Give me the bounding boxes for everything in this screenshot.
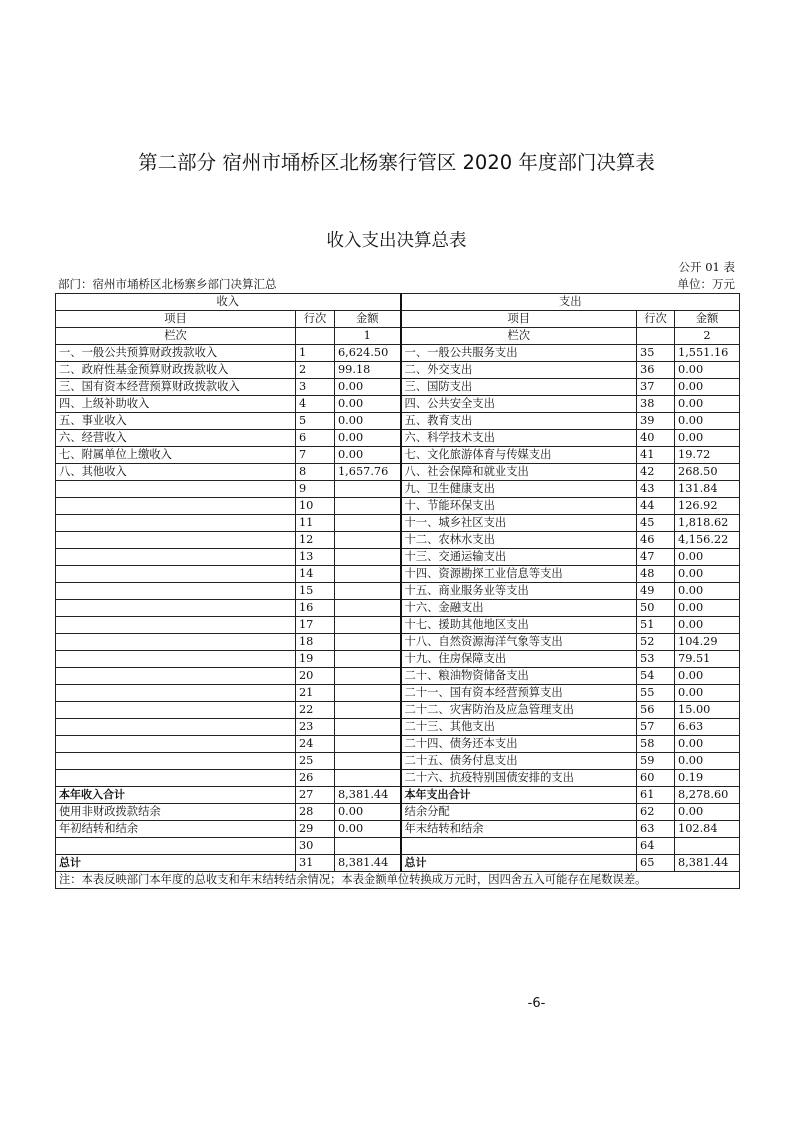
expense-line-cell: 37 [637,379,675,396]
table-row [56,362,740,379]
expense-line-cell: 50 [637,600,675,617]
expense-line-cell: 43 [637,481,675,498]
income-item-cell: 年初结转和结余 [56,821,296,838]
expense-amount-cell: 104.29 [675,634,740,651]
income-header: 收入 [56,294,401,311]
expense-line-cell: 52 [637,634,675,651]
table-row [56,498,740,515]
table-row [56,855,740,872]
expense-item-cell: 十六、金融支出 [401,600,637,617]
expense-amount-cell: 0.00 [675,413,740,430]
expense-item-cell: 二十三、其他支出 [401,719,637,736]
expense-header: 支出 [401,294,740,311]
income-item-cell [56,583,296,600]
expense-amount-cell: 0.00 [675,396,740,413]
table-row [56,379,740,396]
expense-item-cell: 二十五、债务付息支出 [401,753,637,770]
expense-line-cell: 42 [637,464,675,481]
table-row [56,583,740,600]
income-item-cell [56,753,296,770]
expense-amount-cell: 15.00 [675,702,740,719]
column-header-row [56,311,740,328]
income-line-cell: 31 [296,855,335,872]
expense-item-cell: 总计 [401,855,637,872]
expense-amount-cell: 126.92 [675,498,740,515]
expense-amount-cell: 0.00 [675,430,740,447]
income-line-cell: 28 [296,804,335,821]
expense-index-label: 栏次 [401,328,637,345]
income-line-cell: 22 [296,702,335,719]
expense-amount-cell: 1,551.16 [675,345,740,362]
income-amount-cell [335,702,401,719]
expense-item-cell: 年末结转和结余 [401,821,637,838]
income-line-cell: 8 [296,464,335,481]
table-row [56,634,740,651]
table-title: 收入支出决算总表 [326,231,467,251]
expense-item-cell: 结余分配 [401,804,637,821]
income-item-cell [56,549,296,566]
expense-item-cell: 二十四、债务还本支出 [401,736,637,753]
income-item-cell [56,838,296,855]
table-row [56,515,740,532]
note-row [56,872,740,889]
income-item-cell [56,651,296,668]
income-item-cell: 六、经营收入 [56,430,296,447]
income-amount-cell [335,600,401,617]
table-row [56,702,740,719]
expense-item-cell: 十二、农林水支出 [401,532,637,549]
expense-line-cell: 56 [637,702,675,719]
expense-line-cell: 35 [637,345,675,362]
income-item-cell: 八、其他收入 [56,464,296,481]
table-row [56,719,740,736]
income-item-cell [56,481,296,498]
expense-item-cell: 四、公共安全支出 [401,396,637,413]
table-row [56,787,740,804]
income-item-cell: 本年收入合计 [56,787,296,804]
expense-amount-cell: 0.00 [675,736,740,753]
table-row [56,617,740,634]
income-line-cell: 17 [296,617,335,634]
income-item-cell [56,532,296,549]
expense-amount-cell: 0.00 [675,600,740,617]
income-line-header: 行次 [296,311,335,328]
expense-amount-cell: 0.00 [675,379,740,396]
expense-index-number: 2 [675,328,740,345]
expense-amount-cell: 0.00 [675,668,740,685]
expense-amount-cell: 0.00 [675,566,740,583]
table-row [56,430,740,447]
expense-line-cell: 54 [637,668,675,685]
expense-amount-cell: 1,818.62 [675,515,740,532]
page-title: 第二部分 宿州市埇桥区北杨寨行管区 2020 年度部门决算表 [138,151,655,174]
expense-line-cell: 45 [637,515,675,532]
expense-amount-cell [675,838,740,855]
expense-amount-cell: 4,156.22 [675,532,740,549]
table-note: 注：本表反映部门本年度的总收支和年末结转结余情况；本表金额单位转换成万元时，因四舍五入可能存在尾数误差。 [56,872,740,889]
income-item-cell: 五、事业收入 [56,413,296,430]
expense-item-cell: 本年支出合计 [401,787,637,804]
income-line-cell: 9 [296,481,335,498]
income-amount-header: 金额 [335,311,401,328]
department-label: 部门：宿州市埇桥区北杨寨乡部门决算汇总 [58,277,277,291]
income-amount-cell [335,753,401,770]
income-line-cell: 2 [296,362,335,379]
income-line-cell: 26 [296,770,335,787]
unit-label: 单位：万元 [677,277,735,291]
income-item-cell [56,498,296,515]
expense-item-cell: 二十六、抗疫特别国债安排的支出 [401,770,637,787]
expense-amount-cell: 0.00 [675,753,740,770]
expense-item-cell: 二十二、灾害防治及应急管理支出 [401,702,637,719]
expense-item-cell: 六、科学技术支出 [401,430,637,447]
income-line-cell: 25 [296,753,335,770]
income-amount-cell: 8,381.44 [335,855,401,872]
income-index-number: 1 [335,328,401,345]
expense-line-cell: 59 [637,753,675,770]
expense-amount-cell: 0.00 [675,362,740,379]
income-item-cell [56,668,296,685]
income-amount-cell [335,481,401,498]
expense-line-cell: 53 [637,651,675,668]
income-item-cell [56,770,296,787]
income-line-cell: 11 [296,515,335,532]
expense-amount-cell: 131.84 [675,481,740,498]
expense-amount-cell: 0.00 [675,549,740,566]
income-amount-cell: 0.00 [335,396,401,413]
income-amount-cell [335,651,401,668]
table-row [56,532,740,549]
income-line-cell: 6 [296,430,335,447]
income-item-cell: 使用非财政拨款结余 [56,804,296,821]
expense-line-cell: 36 [637,362,675,379]
expense-amount-cell: 8,278.60 [675,787,740,804]
income-amount-cell [335,736,401,753]
table-row [56,549,740,566]
expense-amount-cell: 268.50 [675,464,740,481]
expense-line-cell: 63 [637,821,675,838]
expense-line-cell: 60 [637,770,675,787]
income-index-label: 栏次 [56,328,296,345]
expense-amount-cell: 0.00 [675,685,740,702]
income-item-cell [56,515,296,532]
expense-index-line [637,328,675,345]
expense-line-cell: 40 [637,430,675,447]
expense-amount-cell: 0.00 [675,583,740,600]
income-item-cell [56,736,296,753]
income-amount-cell: 99.18 [335,362,401,379]
table-row [56,821,740,838]
expense-line-cell: 55 [637,685,675,702]
expense-item-cell: 十三、交通运输支出 [401,549,637,566]
income-item-header: 项目 [56,311,296,328]
income-amount-cell [335,685,401,702]
income-item-cell: 四、上级补助收入 [56,396,296,413]
expense-amount-cell: 0.00 [675,804,740,821]
expense-line-cell: 49 [637,583,675,600]
expense-item-cell: 十八、自然资源海洋气象等支出 [401,634,637,651]
income-line-cell: 1 [296,345,335,362]
table-row [56,566,740,583]
table-row [56,464,740,481]
column-index-row [56,328,740,345]
table-row [56,651,740,668]
table-row [56,413,740,430]
income-item-cell [56,685,296,702]
expense-line-cell: 38 [637,396,675,413]
income-line-cell: 3 [296,379,335,396]
expense-amount-cell: 0.00 [675,617,740,634]
income-line-cell: 14 [296,566,335,583]
income-line-cell: 27 [296,787,335,804]
expense-line-cell: 65 [637,855,675,872]
table-row [56,770,740,787]
expense-item-cell: 八、社会保障和就业支出 [401,464,637,481]
expense-item-cell: 十四、资源勘探工业信息等支出 [401,566,637,583]
income-amount-cell: 6,624.50 [335,345,401,362]
income-amount-cell [335,549,401,566]
income-amount-cell [335,566,401,583]
income-amount-cell: 0.00 [335,804,401,821]
expense-line-cell: 46 [637,532,675,549]
income-item-cell [56,634,296,651]
income-amount-cell: 8,381.44 [335,787,401,804]
expense-line-cell: 61 [637,787,675,804]
income-amount-cell [335,838,401,855]
expense-amount-header: 金额 [675,311,740,328]
expense-item-cell: 九、卫生健康支出 [401,481,637,498]
income-amount-cell [335,583,401,600]
table-row [56,685,740,702]
income-item-cell: 七、附属单位上缴收入 [56,447,296,464]
income-line-cell: 18 [296,634,335,651]
expense-line-cell: 47 [637,549,675,566]
expense-line-cell: 58 [637,736,675,753]
income-amount-cell: 1,657.76 [335,464,401,481]
page-number: -6- [527,996,546,1011]
income-line-cell: 29 [296,821,335,838]
income-line-cell: 23 [296,719,335,736]
expense-line-cell: 62 [637,804,675,821]
income-item-cell: 三、国有资本经营预算财政拨款收入 [56,379,296,396]
income-line-cell: 16 [296,600,335,617]
table-row [56,736,740,753]
expense-amount-cell: 0.19 [675,770,740,787]
expense-item-cell: 二十一、国有资本经营预算支出 [401,685,637,702]
income-item-cell [56,617,296,634]
income-amount-cell [335,770,401,787]
income-item-cell [56,566,296,583]
expense-line-cell: 51 [637,617,675,634]
expense-item-cell: 二十、粮油物资储备支出 [401,668,637,685]
expense-line-cell: 48 [637,566,675,583]
income-line-cell: 20 [296,668,335,685]
expense-item-cell: 三、国防支出 [401,379,637,396]
table-row [56,481,740,498]
income-amount-cell [335,532,401,549]
expense-item-cell: 十五、商业服务业等支出 [401,583,637,600]
income-line-cell: 10 [296,498,335,515]
section-header-row [56,294,740,311]
income-amount-cell: 0.00 [335,447,401,464]
expense-item-cell: 五、教育支出 [401,413,637,430]
expense-item-cell: 十九、住房保障支出 [401,651,637,668]
table-row [56,600,740,617]
income-line-cell: 13 [296,549,335,566]
income-item-cell: 总计 [56,855,296,872]
expense-amount-cell: 19.72 [675,447,740,464]
expense-item-header: 项目 [401,311,637,328]
table-row [56,838,740,855]
income-amount-cell [335,719,401,736]
expense-amount-cell: 8,381.44 [675,855,740,872]
expense-line-cell: 41 [637,447,675,464]
income-line-cell: 21 [296,685,335,702]
income-amount-cell [335,515,401,532]
income-amount-cell [335,498,401,515]
income-item-cell [56,600,296,617]
income-amount-cell [335,634,401,651]
expense-line-cell: 57 [637,719,675,736]
form-number: 公开 01 表 [678,260,735,274]
income-expense-table [55,293,740,889]
income-line-cell: 24 [296,736,335,753]
income-item-cell [56,719,296,736]
expense-item-cell: 一、一般公共服务支出 [401,345,637,362]
expense-item-cell: 十、节能环保支出 [401,498,637,515]
expense-item-cell: 二、外交支出 [401,362,637,379]
table-row [56,396,740,413]
income-item-cell: 一、一般公共预算财政拨款收入 [56,345,296,362]
table-row [56,753,740,770]
expense-amount-cell: 6.63 [675,719,740,736]
income-line-cell: 30 [296,838,335,855]
expense-line-cell: 64 [637,838,675,855]
income-amount-cell [335,668,401,685]
expense-item-cell [401,838,637,855]
expense-item-cell: 七、文化旅游体育与传媒支出 [401,447,637,464]
table-row [56,447,740,464]
income-index-line [296,328,335,345]
expense-amount-cell: 102.84 [675,821,740,838]
income-line-cell: 19 [296,651,335,668]
income-amount-cell: 0.00 [335,379,401,396]
income-line-cell: 12 [296,532,335,549]
expense-item-cell: 十七、援助其他地区支出 [401,617,637,634]
income-amount-cell [335,617,401,634]
income-amount-cell: 0.00 [335,430,401,447]
table-row [56,668,740,685]
expense-amount-cell: 79.51 [675,651,740,668]
table-row [56,804,740,821]
income-line-cell: 4 [296,396,335,413]
income-amount-cell: 0.00 [335,413,401,430]
expense-line-cell: 44 [637,498,675,515]
income-line-cell: 15 [296,583,335,600]
income-line-cell: 7 [296,447,335,464]
income-item-cell [56,702,296,719]
income-amount-cell: 0.00 [335,821,401,838]
expense-line-cell: 39 [637,413,675,430]
income-line-cell: 5 [296,413,335,430]
table-row [56,345,740,362]
expense-line-header: 行次 [637,311,675,328]
expense-item-cell: 十一、城乡社区支出 [401,515,637,532]
income-item-cell: 二、政府性基金预算财政拨款收入 [56,362,296,379]
